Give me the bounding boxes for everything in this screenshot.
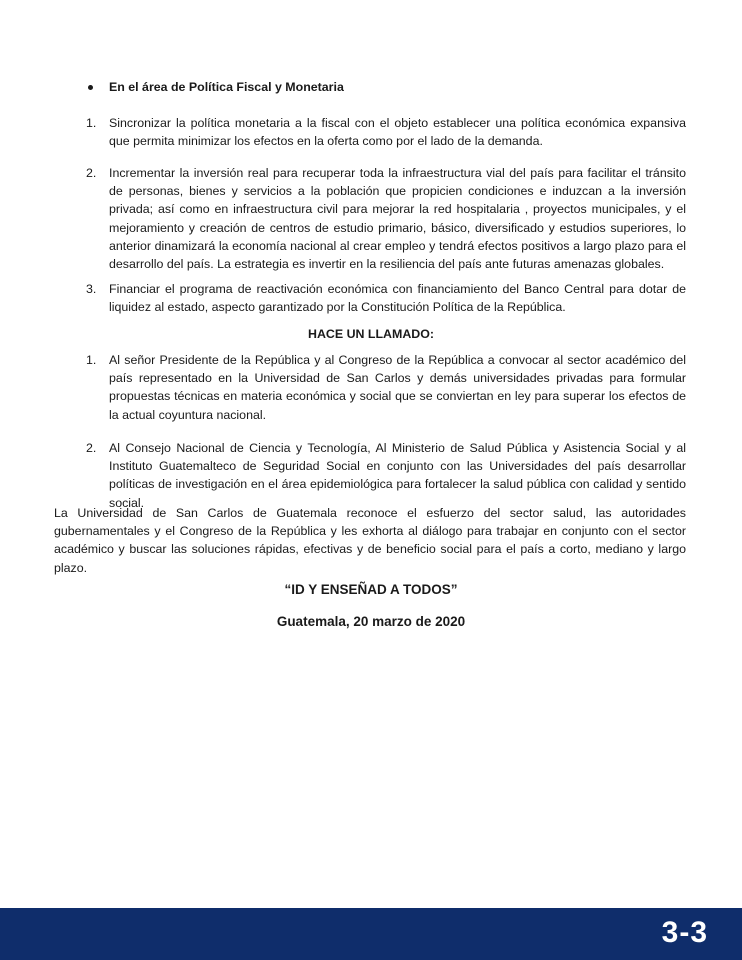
item-number: 1. xyxy=(86,353,97,367)
item-text: Sincronizar la política monetaria a la fiscal con el objeto establecer una política económica expansiva que permita minimizar los efectos en la oferta como por el lado de la demanda. xyxy=(109,116,686,149)
item-number: 3. xyxy=(86,282,97,296)
policy-item-2 xyxy=(86,164,686,273)
section-heading xyxy=(88,80,344,94)
item-number: 2. xyxy=(86,166,97,180)
call-heading: HACE UN LLAMADO: xyxy=(308,327,434,341)
policy-item-1 xyxy=(86,114,686,150)
call-item-1 xyxy=(86,351,686,424)
footer-band xyxy=(0,908,742,960)
bullet-icon xyxy=(88,85,93,90)
item-text: Incrementar la inversión real para recuperar toda la infraestructura vial del país para facilitar el tránsito de personas, bienes y servicios a la población que propicien condiciones e induzcan a la inversión privada; así como en infraestructura civil para mejorar la red hospitalaria , proyectos municipales, y el mejoramiento y creación de centros de estudio primario, básico, diversificado y estudios superiores, lo anterior dinamizará la economía nacional al crear empleo y tendrá efectos positivos a largo plazo para el desarrollo del país. La estrategia es invertir en la resiliencia del país ante futuras amenazas globales. xyxy=(109,166,686,272)
place-date: Guatemala, 20 marzo de 2020 xyxy=(276,614,466,629)
item-number: 1. xyxy=(86,116,97,130)
university-motto: “ID Y ENSEÑAD A TODOS” xyxy=(284,582,458,597)
item-text: Al Consejo Nacional de Ciencia y Tecnología, Al Ministerio de Salud Pública y Asistencia Social y al Instituto Guatemalteco de Seguridad Social en conjunto con las Universidades del país desarrollar políticas de investigación en el área epidemiológica para fortalecer la salud pública con calidad y sentido social. xyxy=(109,441,686,510)
policy-item-3 xyxy=(86,280,686,316)
item-number: 2. xyxy=(86,441,97,455)
page-number: 3-3 xyxy=(661,916,708,949)
item-text: Al señor Presidente de la República y al Congreso de la República a convocar al sector académico del país representado en la Universidad de San Carlos y demás universidades privadas para formular propuestas técnicas en materia económica y social que se conviertan en ley para superar los efectos de la actual coyuntura nacional. xyxy=(109,353,686,422)
section-heading-text: En el área de Política Fiscal y Monetaria xyxy=(109,80,344,94)
item-text: Financiar el programa de reactivación económica con financiamiento del Banco Central para dotar de liquidez al estado, aspecto garantizado por la Constitución Política de la República. xyxy=(109,282,686,315)
call-item-2 xyxy=(86,439,686,512)
closing-paragraph: La Universidad de San Carlos de Guatemala reconoce el esfuerzo del sector salud, las autoridades gubernamentales y el Congreso de la República y les exhorta al diálogo para trabajar en conjunto con el sector académico y buscar las soluciones rápidas, efectivas y de beneficio social para el país a corto, mediano y largo plazo. xyxy=(54,506,686,575)
